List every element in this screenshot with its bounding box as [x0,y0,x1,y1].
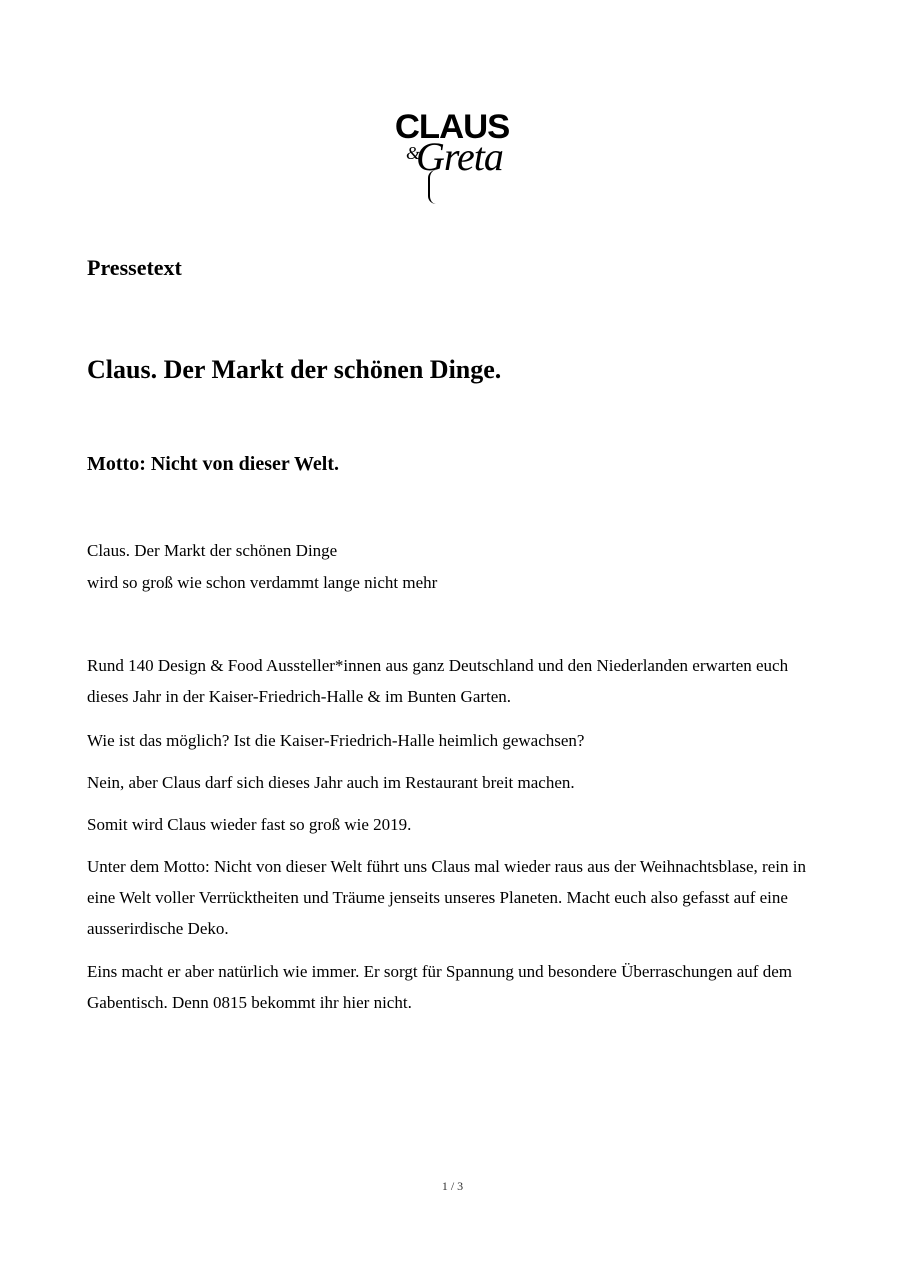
motto-heading: Motto: Nicht von dieser Welt. [87,453,340,475]
paragraph-exhibitors: Rund 140 Design & Food Aussteller*innen aus ganz Deutschland und den Niederlanden erwarten euch dieses Jahr in der Kaiser-Friedrich-Halle & im Bunten Garten. [87,656,789,706]
document-label: Pressetext [87,255,182,280]
logo-flourish [428,170,440,204]
intro-line-2: wird so groß wie schon verdammt lange nicht mehr [87,573,438,592]
page-indicator: 1 / 3 [441,1179,464,1193]
paragraph-restaurant: Nein, aber Claus darf sich dieses Jahr auch im Restaurant breit machen. [87,773,575,792]
intro-line-1: Claus. Der Markt der schönen Dinge [87,541,338,560]
paragraph-question: Wie ist das möglich? Ist die Kaiser-Friedrich-Halle heimlich gewachsen? [87,731,585,750]
logo-claus-text: CLAUS [394,108,510,146]
paragraph-size: Somit wird Claus wieder fast so groß wie 2019. [87,815,412,834]
document-title: Claus. Der Markt der schönen Dinge. [87,355,502,384]
claus-greta-logo [394,108,514,212]
logo-greta-text: Greta [416,134,503,179]
paragraph-motto: Unter dem Motto: Nicht von dieser Welt führt uns Claus mal wieder raus aus der Weihnachtsblase, rein in eine Welt voller Verrücktheiten und Träume jenseits unseres Planeten. Macht euch also gefasst auf eine ausserirdische Deko. [87,857,806,938]
logo-ampersand: & [406,143,421,163]
paragraph-surprises: Eins macht er aber natürlich wie immer. Er sorgt für Spannung und besondere Überraschungen auf dem Gabentisch. Denn 0815 bekommt ihr hier nicht. [87,962,792,1012]
